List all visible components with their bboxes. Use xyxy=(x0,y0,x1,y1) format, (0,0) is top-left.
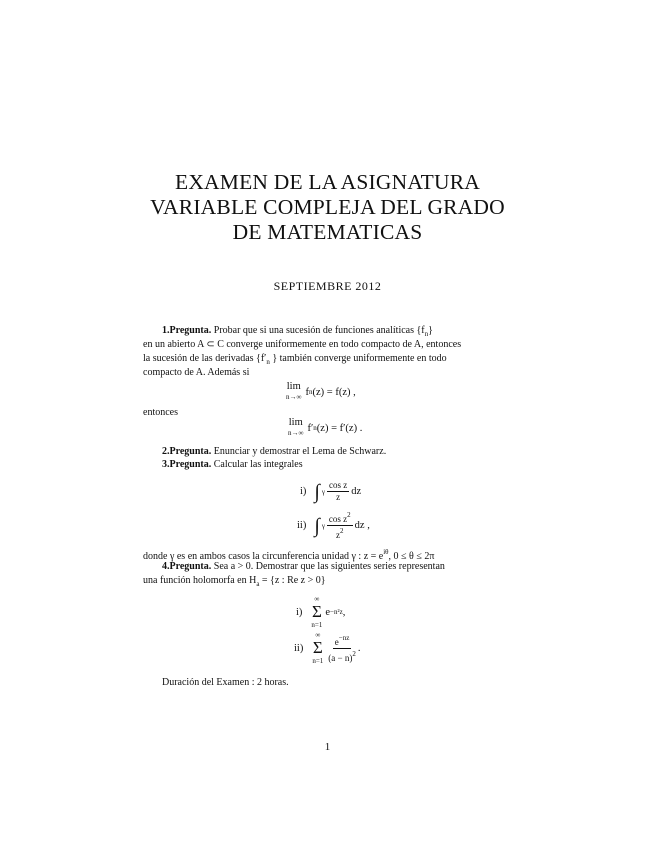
q4-series-ii: ii) ∞ Σ n=1 $\frac{e^{-nz}}{(a - n)^2}$ . xyxy=(294,631,361,665)
title-line-2: VARIABLE COMPLEJA DEL GRADO xyxy=(150,195,505,219)
q1-line-4: compacto de A. Además si xyxy=(143,367,250,378)
title-line-3: DE MATEMATICAS xyxy=(232,220,423,244)
q1-line-3: la sucesión de las derivadas {$f'_n$ } también converge uniformemente en todo xyxy=(143,353,447,366)
q2-label: 2.Pregunta. xyxy=(162,446,212,457)
q2-line: 2.Pregunta. Enunciar y demostrar el Lema de Schwarz. xyxy=(162,446,387,457)
q1-equation-2: lim n→∞ f′ n (z) = f′(z) . xyxy=(288,417,363,437)
q3-integral-i: i) ∫ γ $\frac{\text{cos z}}{z}$ dz xyxy=(300,480,362,503)
q3-line: 3.Pregunta. Calcular las integrales xyxy=(162,459,303,470)
q4-line-2: una función holomorfa en $H_a = \{z$ : Re z > 0} xyxy=(143,575,326,588)
exam-duration: Duración del Examen : 2 horas. xyxy=(162,677,289,688)
title-line-1: EXAMEN DE LA ASIGNATURA xyxy=(174,170,480,194)
exam-date: SEPTIEMBRE 2012 xyxy=(273,279,382,293)
q4-series-i: i) ∞ Σ n=1 e −n²z , xyxy=(296,595,346,629)
q4-label: 4.Pregunta. xyxy=(162,561,212,572)
exam-title xyxy=(100,170,555,245)
q1-line-2: en un abierto A ⊂ C converge uniformemente en todo compacto de A, entonces xyxy=(143,339,462,350)
q3-label: 3.Pregunta. xyxy=(162,459,212,470)
q4-line-1: 4.Pregunta. Sea a > 0. Demostrar que las siguientes series representan xyxy=(162,561,445,572)
page-number: 1 xyxy=(324,741,331,753)
q1-entonces: entonces xyxy=(143,407,178,418)
q3-integral-ii: ii) ∫ γ $\frac{\cos z^2}{z^2}$ dz , xyxy=(297,511,370,540)
q1-line-1: 1.Pregunta. Probar que si una sucesión de funciones analíticas $\{f_n\}$ xyxy=(162,325,433,338)
q1-label: 1.Pregunta. xyxy=(162,325,212,336)
q3-note: donde γ es en ambos casos la circunferencia unidad γ : $z = e^{i\theta}$, 0 ≤ θ ≤ 2π xyxy=(143,548,435,562)
q1-equation-1: lim n→∞ f n (z) = f(z) , xyxy=(286,381,356,401)
